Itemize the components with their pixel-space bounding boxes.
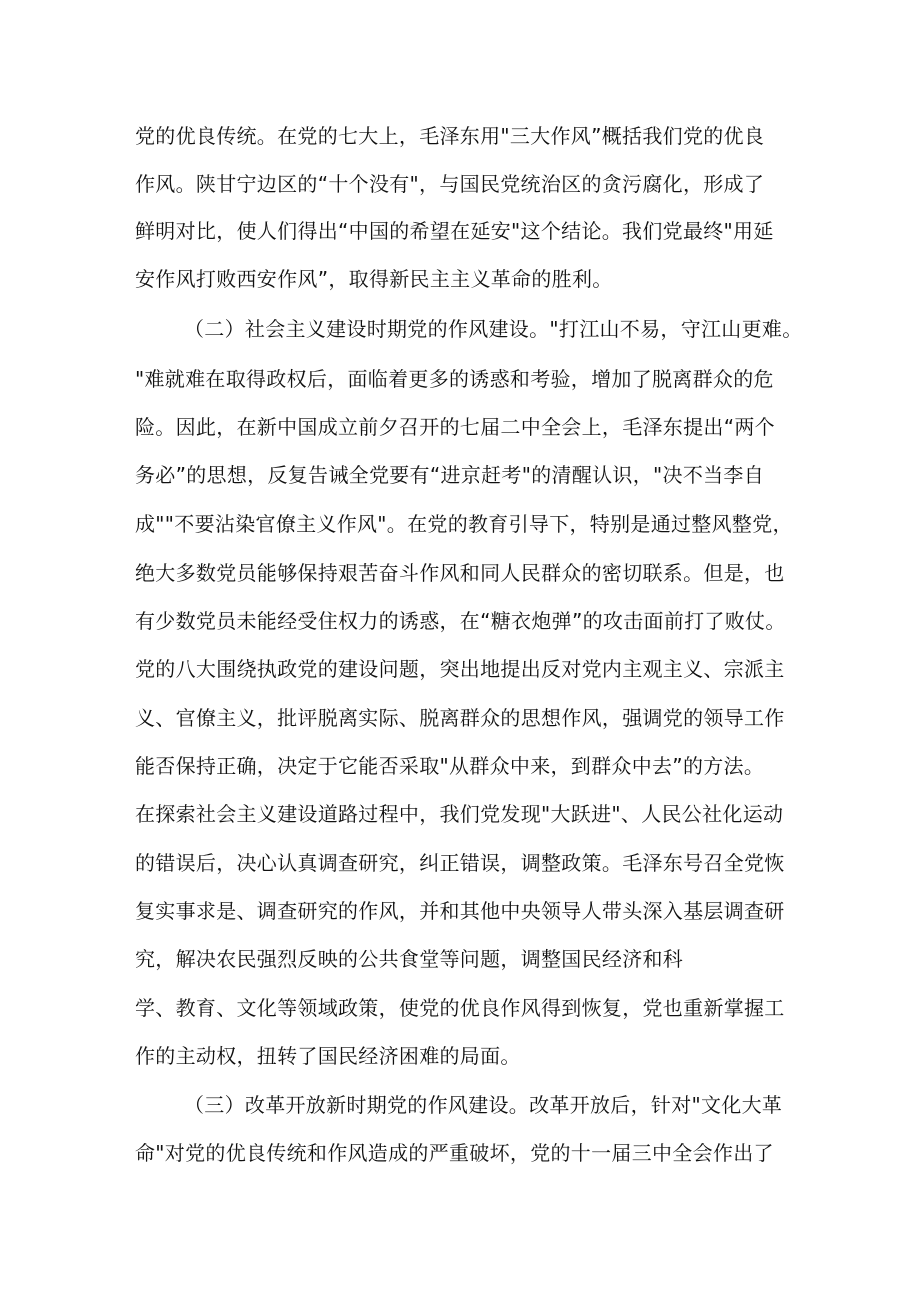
text-line: 在探索社会主义建设道路过程中，我们党发现"大跃进"、人民公社化运动 — [135, 802, 784, 826]
text-line: 究，解决农民强烈反映的公共食堂等问题，调整国民经济和科 — [135, 947, 684, 971]
text-line: 安作风打败西安作风”，取得新民主主义革命的胜利。 — [135, 267, 613, 291]
text-line: 鲜明对比，使人们得出“中国的希望在延安"这个结论。我们党最终"用延 — [135, 219, 774, 243]
text-line: 成""不要沾染官僚主义作风"。在党的教育引导下，特别是通过整风整党， — [135, 512, 793, 536]
text-line: 命"对党的优良传统和作风造成的严重破坏，党的十一届三中全会作出了 — [135, 1141, 774, 1165]
text-line-paragraph-start: （三）改革开放新时期党的作风建设。改革开放后，针对"文化大革 — [184, 1093, 783, 1117]
text-line: 作的主动权，扭转了国民经济困难的局面。 — [135, 1044, 521, 1068]
text-line: 义、官僚主义，批评脱离实际、脱离群众的思想作风，强调党的领导工作 — [135, 706, 785, 730]
text-line: 有少数党员未能经受住权力的诱惑，在“糖衣炮弹”的攻击面前打了败仗。 — [135, 609, 786, 633]
text-line: 党的八大围绕执政党的建设问题，突出地提出反对党内主观主义、宗派主 — [135, 657, 785, 681]
text-line: 学、教育、文化等领域政策，使党的优良作风得到恢复，党也重新掌握工 — [135, 996, 785, 1020]
text-line: 党的优良传统。在党的七大上，毛泽东用"三大作风”概括我们党的优良 — [135, 124, 765, 148]
text-line: 复实事求是、调查研究的作风，并和其他中央领导人带头深入基层调查研 — [135, 899, 785, 923]
text-line: 险。因此，在新中国成立前夕召开的七届二中全会上，毛泽东提出“两个 — [135, 415, 775, 439]
text-line: 的错误后，决心认真调查研究，纠正错误，调整政策。毛泽东号召全党恢 — [135, 851, 785, 875]
text-line-paragraph-start: （二）社会主义建设时期党的作风建设。"打江山不易，守江山更难。 — [184, 317, 803, 341]
text-line: 能否保持正确，决定于它能否采取"从群众中来，到群众中去”的方法。 — [135, 754, 765, 778]
text-line: 绝大多数党员能够保持艰苦奋斗作风和同人民群众的密切联系。但是，也 — [135, 561, 785, 585]
text-line: 务必”的思想，反复告诫全党要有“进京赶考"的清醒认识，"决不当李自 — [135, 463, 765, 487]
text-line: 作风。陕甘宁边区的“十个没有"，与国民党统治区的贪污腐化，形成了 — [135, 172, 765, 196]
text-line: "难就难在取得政权后，面临着更多的诱惑和考验，增加了脱离群众的危 — [135, 367, 774, 391]
